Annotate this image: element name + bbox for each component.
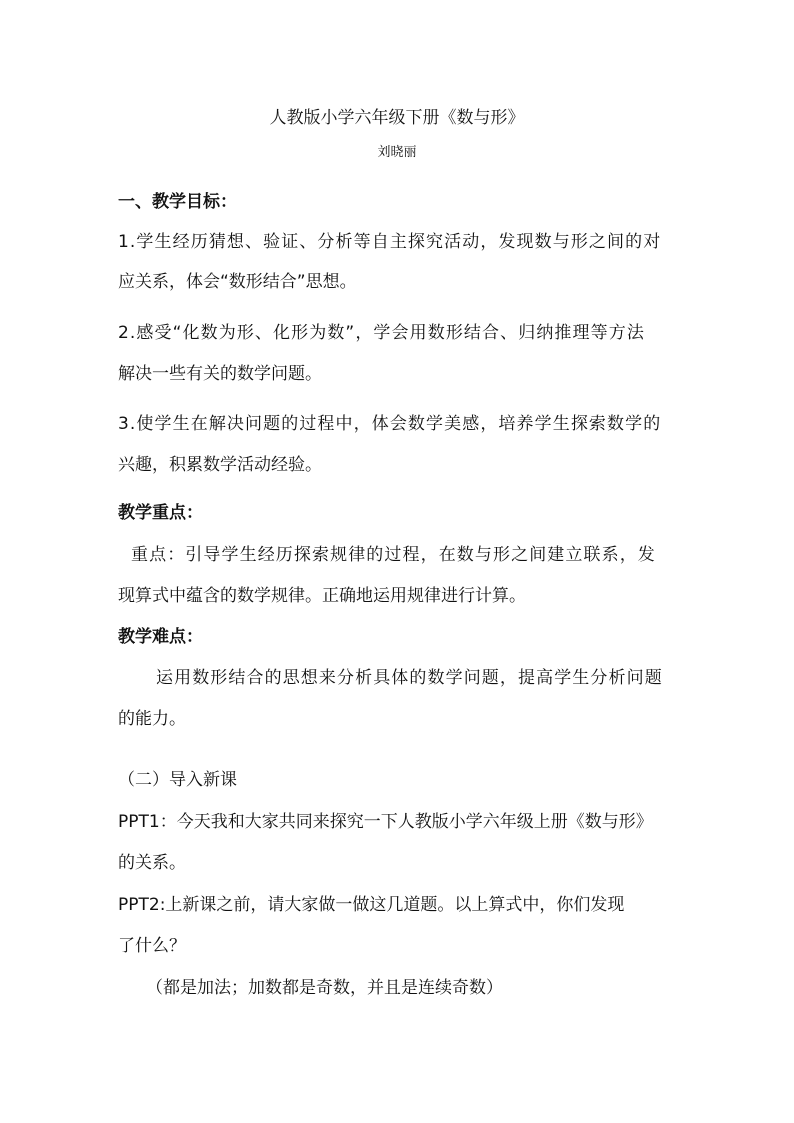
- difficulties-line-1: 运用数形结合的思想来分析具体的数学问题，提高学生分析问题: [156, 668, 663, 688]
- key-points-heading: 教学重点：: [118, 503, 203, 523]
- ppt1-line-2: 的关系。: [118, 853, 186, 873]
- difficulties-line-2: 的能力。: [118, 709, 186, 729]
- ppt1-line-1: PPT1：今天我和大家共同来探究一下人教版小学六年级上册《数与形》: [118, 812, 653, 832]
- objective-3-line-1: 3.使学生在解决问题的过程中，体会数学美感，培养学生探索数学的: [118, 414, 662, 434]
- objective-2-line-1: 2.感受“化数为形、化形为数”，学会用数形结合、归纳推理等方法: [118, 323, 645, 343]
- key-points-line-1: 重点：引导学生经历探索规律的过程，在数与形之间建立联系，发: [118, 545, 656, 565]
- objective-2-line-2: 解决一些有关的数学问题。: [118, 364, 322, 384]
- ppt2-line-1: PPT2:上新课之前，请大家做一做这几道题。以上算式中，你们发现: [118, 895, 625, 915]
- objective-3-line-2: 兴趣，积累数学活动经验。: [118, 455, 322, 475]
- intro-heading: （二）导入新课: [118, 770, 237, 790]
- intro-answer: （都是加法；加数都是奇数，并且是连续奇数）: [146, 978, 503, 998]
- objective-1-line-2: 应关系，体会“数形结合”思想。: [118, 272, 357, 292]
- document-title: 人教版小学六年级下册《数与形》: [269, 108, 525, 128]
- objective-1-line-1: 1.学生经历猜想、验证、分析等自主探究活动，发现数与形之间的对: [118, 232, 662, 252]
- ppt2-line-2: 了什么？: [118, 936, 186, 956]
- author-name: 刘晓丽: [377, 145, 417, 160]
- objectives-heading: 一、教学目标：: [118, 192, 237, 212]
- key-points-line-2: 现算式中蕴含的数学规律。正确地运用规律进行计算。: [118, 586, 526, 606]
- difficulties-heading: 教学难点：: [118, 627, 203, 647]
